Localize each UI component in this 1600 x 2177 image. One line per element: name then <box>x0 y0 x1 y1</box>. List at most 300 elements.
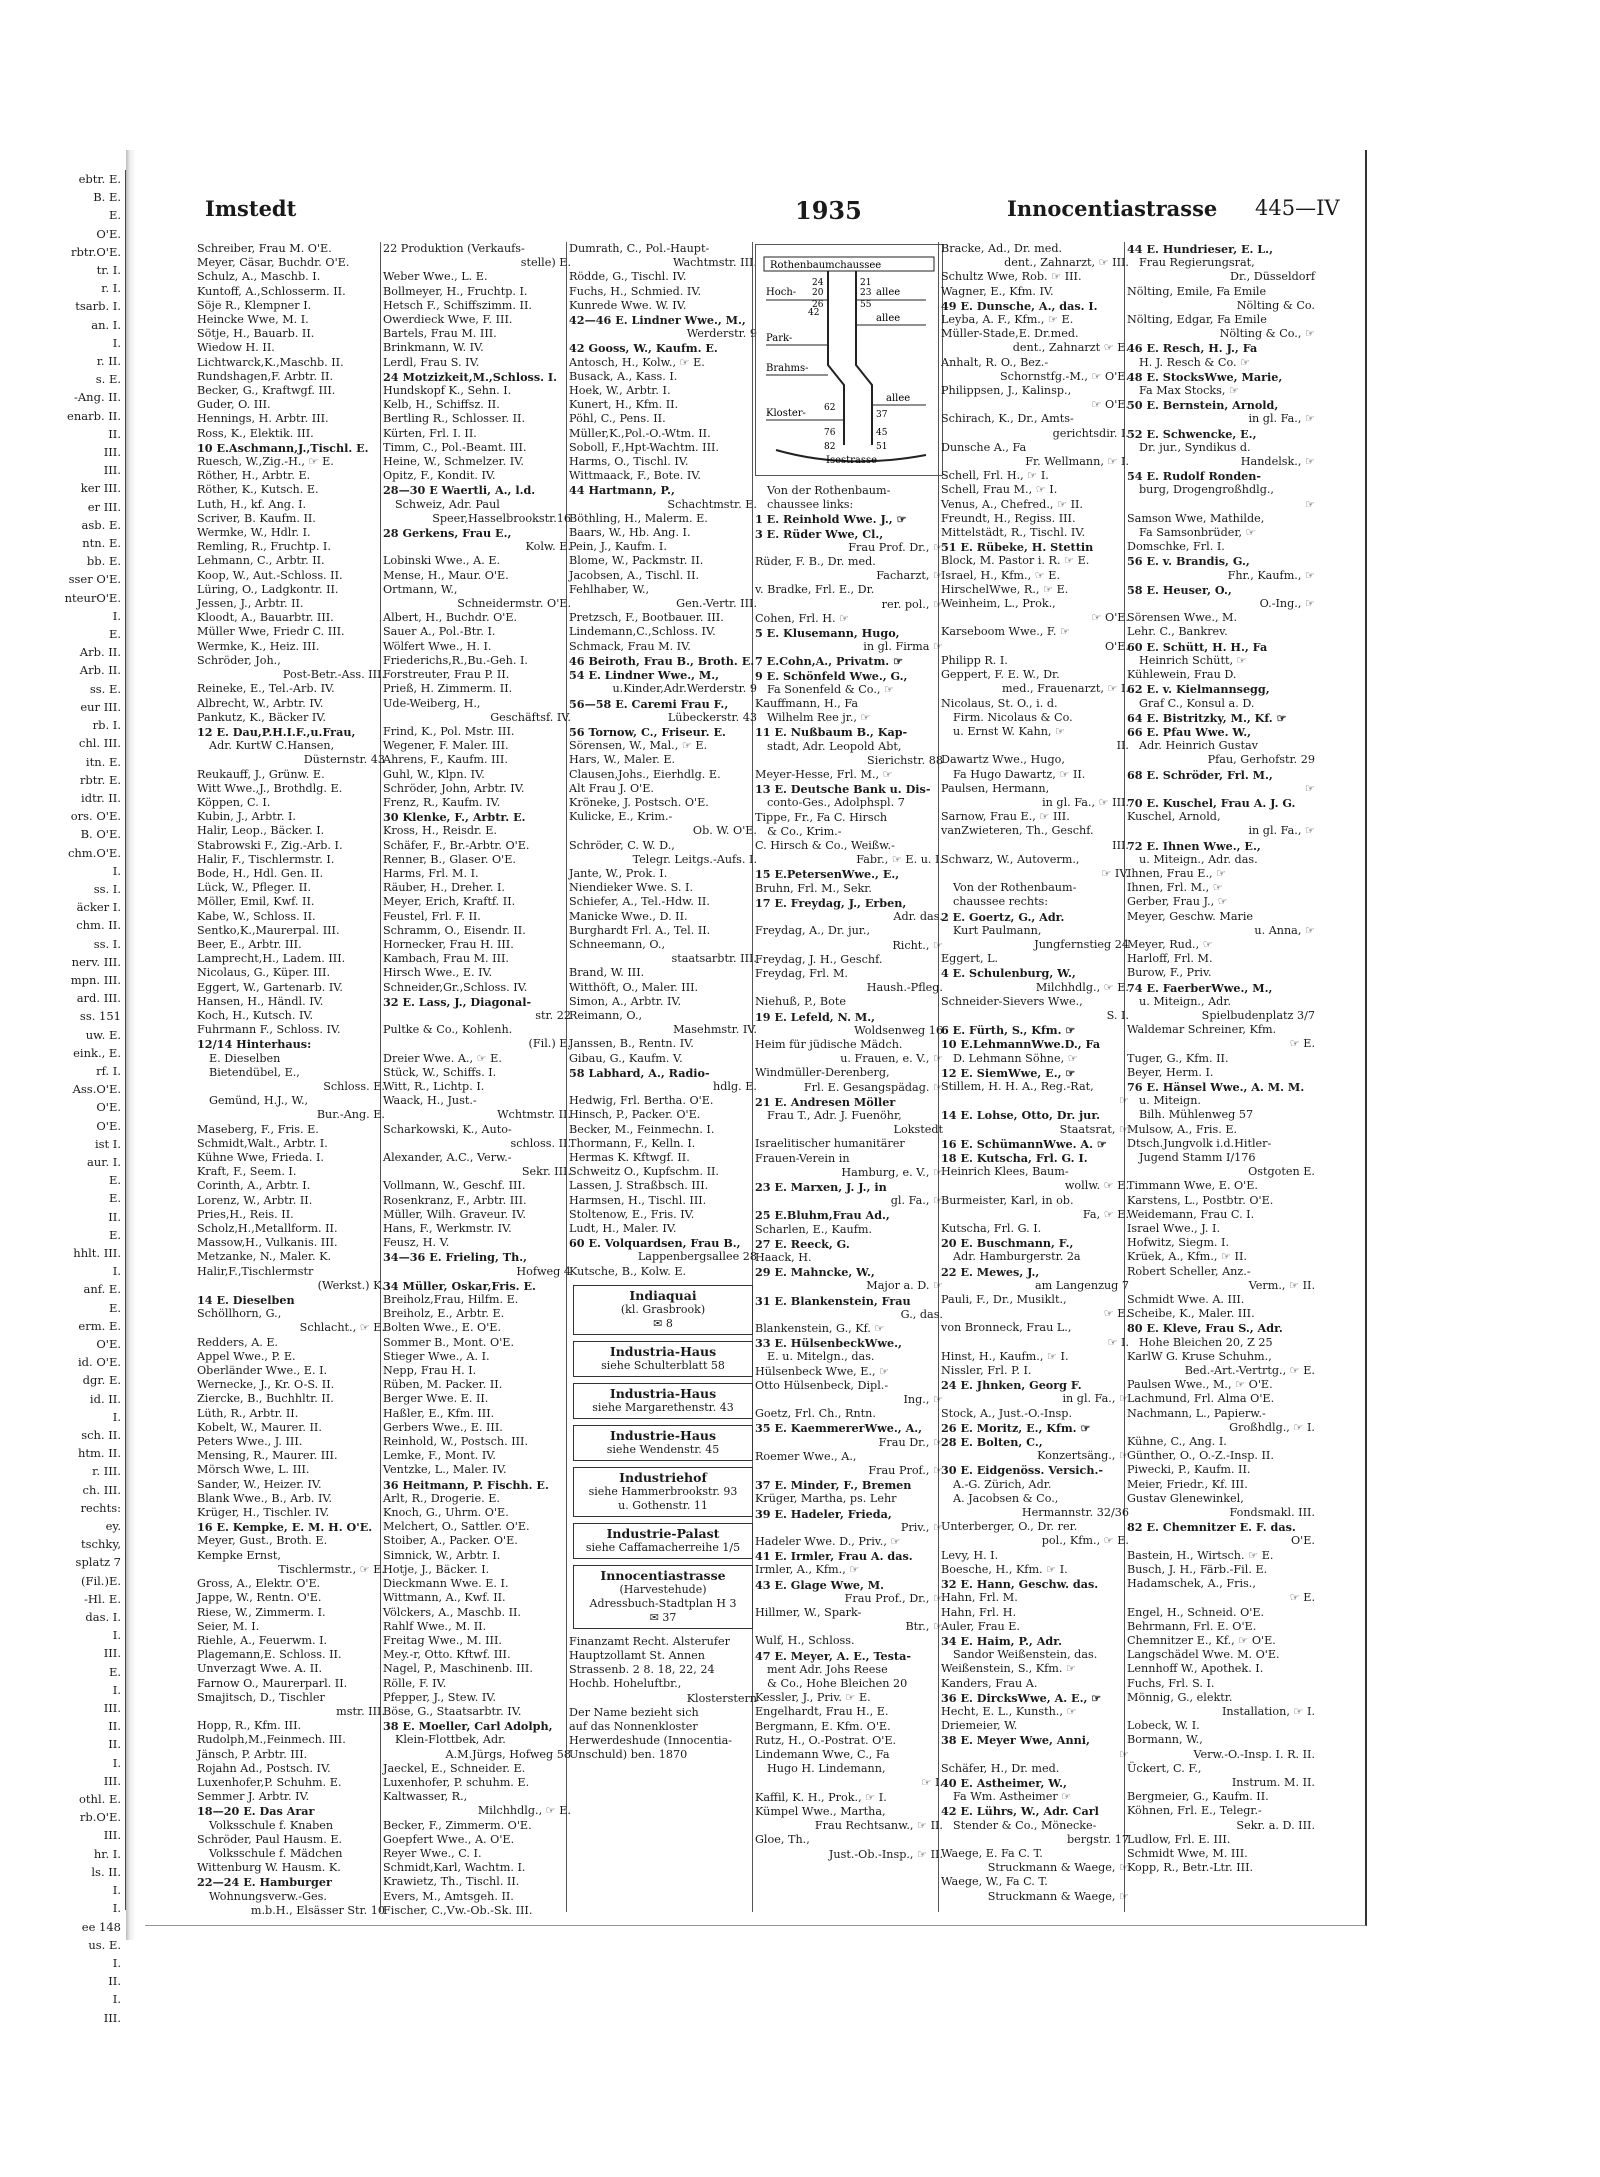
directory-entry: Domschke, Frl. I. <box>1127 540 1225 554</box>
street-heading-line: u. Gothenstr. 11 <box>618 1498 708 1512</box>
directory-entry: hdlg. E. <box>713 1079 757 1093</box>
directory-entry: Müller Wwe, Friedr C. III. <box>197 625 345 639</box>
directory-entry: Schloss. E. <box>323 1079 385 1093</box>
directory-entry: Meyer-Hesse, Frl. M., ☞ <box>755 768 893 782</box>
directory-entry: Breiholz,Frau, Hilfm. E. <box>383 1293 519 1307</box>
header-left: Imstedt <box>205 196 297 221</box>
previous-page-line: splatz 7 <box>75 1555 121 1570</box>
directory-entry: Pries,H., Reis. II. <box>197 1207 294 1221</box>
directory-entry: Volksschule f. Mädchen <box>209 1846 343 1860</box>
previous-page-line: III. <box>103 1773 121 1788</box>
directory-entry: Finanzamt Recht. Alsterufer <box>569 1634 730 1648</box>
directory-entry: Robert Scheller, Anz.- <box>1127 1264 1251 1278</box>
directory-entry: 1 E. Reinhold Wwe. J., ☞ <box>755 512 907 527</box>
directory-entry: Hadamschek, A., Fris., <box>1127 1577 1256 1591</box>
directory-entry: Major a. D. ☞ <box>866 1279 943 1293</box>
directory-entry: Sander, W., Heizer. IV. <box>197 1477 322 1491</box>
directory-entry: Kraft, F., Seem. I. <box>197 1165 297 1179</box>
directory-entry: Beer, E., Arbtr. III. <box>197 937 302 951</box>
directory-entry: Alexander, A.C., Verw.- <box>383 1151 512 1164</box>
directory-entry: Pauli, F., Dr., Musiklt., <box>941 1293 1067 1307</box>
header-street: Innocentiastrasse <box>1007 196 1218 221</box>
directory-entry: Werderstr. 9 <box>686 327 757 341</box>
street-heading-line: siehe Margarethenstr. 43 <box>592 1400 734 1414</box>
directory-entry: Knoch, G., Uhrm. O'E. <box>383 1506 509 1520</box>
directory-entry: 4 E. Schulenburg, W., <box>941 966 1076 981</box>
directory-entry: 54 E. Lindner Wwe., M., <box>569 668 720 683</box>
directory-entry: Weber Wwe., L. E. <box>383 270 488 284</box>
column-2 <box>383 242 571 1917</box>
directory-entry: bergstr. 17 <box>1067 1832 1129 1846</box>
directory-entry: Schmidt Wwe. A. III. <box>1127 1293 1245 1307</box>
directory-entry: Lennhoff W., Apothek. I. <box>1127 1662 1264 1676</box>
directory-entry: Hugo H. Lindemann, <box>767 1762 886 1776</box>
directory-entry: Ing., ☞ <box>903 1393 943 1406</box>
directory-entry: 22 Produktion (Verkaufs- <box>383 242 525 255</box>
directory-entry: Harmsen, H., Tischl. III. <box>569 1193 707 1207</box>
directory-entry: 36 Heitmann, P. Fischh. E. <box>383 1477 549 1492</box>
directory-entry: Scriver, B. Kaufm. II. <box>197 511 316 525</box>
directory-entry: 16 E. SchümannWwe. A. ☞ <box>941 1136 1107 1151</box>
directory-entry: E. u. Mitelgn., das. <box>767 1350 875 1364</box>
directory-entry: Böse, G., Staatsarbtr. IV. <box>383 1704 522 1718</box>
street-heading-box <box>573 1523 753 1559</box>
directory-entry: 13 E. Deutsche Bank u. Dis- <box>755 782 931 797</box>
book-binding <box>126 150 136 1940</box>
directory-entry: Nepp, Frau H. I. <box>383 1364 477 1378</box>
directory-entry: Dunsche A., Fa <box>941 440 1027 454</box>
directory-entry: Hundskopf K., Sehn. I. <box>383 384 512 398</box>
directory-entry: Schramm, O., Eisendr. II. <box>383 923 526 937</box>
directory-entry: Schröder, C. W. D., <box>569 838 675 852</box>
directory-entry: 58 E. Heuser, O., <box>1127 582 1232 597</box>
directory-entry: 54 E. Rudolf Ronden- <box>1127 469 1262 484</box>
previous-page-line: tr. I. <box>96 263 121 278</box>
previous-page-line: Ass.O'E. <box>72 1082 121 1097</box>
directory-entry: Israel, H., Kfm., ☞ E. <box>941 568 1060 582</box>
street-heading-box <box>573 1565 753 1629</box>
directory-entry: Ostgoten E. <box>1248 1165 1315 1179</box>
directory-entry: Langschädel Wwe. M. O'E. <box>1127 1648 1280 1662</box>
directory-entry: 18 E. Kutscha, Frl. G. I. <box>941 1151 1088 1165</box>
directory-entry: Manicke Wwe., D. II. <box>569 909 688 923</box>
directory-entry: Boesche, H., Kfm. ☞ I. <box>941 1562 1068 1576</box>
directory-entry: Schröder, Paul Hausm. E. <box>197 1832 343 1846</box>
directory-entry: Blankenstein, G., Kf. ☞ <box>755 1321 885 1335</box>
directory-entry: Bollmeyer, H., Fruchtp. I. <box>383 284 528 298</box>
directory-entry: Jugend Stamm I/176 <box>1139 1151 1256 1164</box>
previous-page-line: (Fil.)E. <box>80 1573 121 1588</box>
directory-entry: Freydag, Frl. M. <box>755 966 848 980</box>
previous-page-line: I. <box>112 1955 121 1970</box>
directory-entry: Israel Wwe., J. I. <box>1127 1222 1221 1236</box>
directory-entry: Adr. Hamburgerstr. 2a <box>953 1250 1081 1264</box>
directory-entry: Gerbers Wwe., E. III. <box>383 1420 503 1434</box>
directory-entry: 42 E. Lührs, W., Adr. Carl <box>941 1804 1099 1819</box>
directory-entry: Ihnen, Frau E., ☞ <box>1127 866 1227 880</box>
directory-entry: Stoiber, A., Packer. O'E. <box>383 1534 518 1548</box>
directory-entry: Milchhdlg., ☞ E. <box>477 1804 571 1818</box>
directory-entry: Mensing, R., Maurer. III. <box>197 1449 338 1463</box>
directory-entry: 12 E. Dau,P.H.I.F.,u.Frau, <box>197 724 356 739</box>
directory-entry: 38 E. Meyer Wwe, Anni, <box>941 1733 1090 1748</box>
directory-entry: Burmeister, Karl, in ob. <box>941 1193 1074 1207</box>
directory-entry: conto-Ges., Adolphspl. 7 <box>767 796 905 810</box>
directory-entry: Nölting, Edgar, Fa Emile <box>1127 313 1267 327</box>
directory-entry: Handelsk., ☞ <box>1240 455 1315 469</box>
directory-entry: Hamburg, e. V., ☞ <box>841 1165 943 1179</box>
directory-entry: Adr. Heinrich Gustav <box>1139 739 1258 753</box>
directory-entry: Ventzke, L., Maler. IV. <box>383 1463 507 1477</box>
directory-entry: 44 Hartmann, P., <box>569 483 675 498</box>
previous-page-line: Arb. II. <box>79 645 121 660</box>
directory-entry: Hans, F., Werkmstr. IV. <box>383 1222 512 1236</box>
directory-entry: Gibau, G., Kaufm. V. <box>569 1051 683 1065</box>
directory-entry: ☞ O'E. <box>1091 611 1129 625</box>
directory-entry: Fhr., Kaufm., ☞ <box>1227 568 1315 582</box>
directory-entry: Hecht, E. L., Kunsth., ☞ <box>941 1704 1077 1718</box>
street-heading-line: Adressbuch-Stadtplan H 3 <box>589 1596 737 1610</box>
directory-entry: Philipp R. I. <box>941 653 1008 667</box>
directory-entry: Jaeckel, E., Schneider. E. <box>383 1761 526 1775</box>
previous-page-line: hr. I. <box>93 1846 121 1861</box>
directory-entry: Oberländer Wwe., E. I. <box>197 1364 328 1378</box>
directory-entry: Schäfer, H., Dr. med. <box>941 1761 1060 1775</box>
directory-entry: Waege, W., Fa C. T. <box>941 1875 1048 1889</box>
previous-page-line: sch. II. <box>81 1428 121 1443</box>
directory-entry: Stabrowski F., Zig.-Arb. I. <box>197 838 343 852</box>
directory-entry: Freydag, J. H., Geschf. <box>755 952 883 966</box>
directory-entry: Kröneke, J. Postsch. O'E. <box>569 795 709 809</box>
directory-entry: Owerdieck Wwe, F. III. <box>383 313 513 327</box>
header-year: 1935 <box>795 196 862 225</box>
directory-entry: Burow, F., Priv. <box>1127 966 1212 980</box>
directory-entry: Nicolaus, St. O., i. d. <box>941 696 1058 710</box>
directory-entry: Unverzagt Wwe. A. II. <box>197 1662 323 1676</box>
directory-entry: 6 E. Fürth, S., Kfm. ☞ <box>941 1023 1076 1038</box>
previous-page-line: hhlt. III. <box>73 1245 121 1260</box>
directory-entry: Melchert, O., Sattler. O'E. <box>383 1520 530 1534</box>
directory-entry: Stoltenow, E., Fris. IV. <box>569 1207 695 1221</box>
directory-entry: Lappenbergsallee 28 <box>637 1250 757 1264</box>
directory-entry: Halir, Leop., Bäcker. I. <box>197 824 325 838</box>
directory-entry: Wulf, H., Schloss. <box>755 1634 855 1648</box>
previous-page-line: I. <box>112 335 121 350</box>
previous-page-line: äcker I. <box>76 900 121 915</box>
directory-entry: Sommer B., Mont. O'E. <box>383 1335 515 1349</box>
directory-entry: Paulsen Wwe., M., ☞ O'E. <box>1127 1378 1273 1392</box>
directory-entry: ☞ E. <box>1289 1591 1315 1605</box>
directory-entry: Kunrede Wwe. W. IV. <box>569 298 687 312</box>
previous-page-line: I. <box>112 608 121 623</box>
directory-entry: Fuchs, Frl. S. I. <box>1127 1676 1215 1690</box>
directory-entry: Busack, A., Kass. I. <box>569 369 678 383</box>
directory-entry: 20 E. Buschmann, F., <box>941 1236 1074 1251</box>
directory-entry: Ückert, C. F., <box>1127 1761 1202 1775</box>
street-heading-box <box>573 1285 753 1335</box>
directory-entry: Lüth, R., Arbtr. II. <box>197 1406 299 1420</box>
previous-page-line: ors. O'E. <box>70 809 121 824</box>
previous-page-line: E. <box>108 1664 121 1679</box>
directory-entry: KarlW G. Kruse Schuhm., <box>1127 1349 1272 1363</box>
directory-entry: v. Bradke, Frl. E., Dr. <box>755 583 875 597</box>
directory-entry: Pankutz, K., Bäcker IV. <box>197 710 326 724</box>
directory-entry: Ludlow, Frl. E. III. <box>1127 1832 1231 1846</box>
directory-entry: rer. pol., ☞ <box>881 597 943 611</box>
directory-entry: Masehmstr. IV. <box>673 1023 757 1037</box>
directory-entry: Albrecht, W., Arbtr. IV. <box>197 696 324 710</box>
directory-entry: III. <box>1112 838 1129 852</box>
directory-entry: (Werkst.) K. <box>317 1278 385 1292</box>
directory-entry: Von der Rothenbaum- <box>953 881 1077 895</box>
directory-entry: Wachtmstr. III. <box>672 256 757 270</box>
directory-entry: 14 E. Dieselben <box>197 1293 295 1308</box>
directory-entry: Lichtwarck,K.,Maschb. II. <box>197 355 344 369</box>
directory-entry: Cohen, Frl. H. ☞ <box>755 611 850 625</box>
directory-entry: Waldemar Schreiner, Kfm. <box>1127 1023 1277 1037</box>
directory-entry: 30 Klenke, F., Arbtr. E. <box>383 810 526 825</box>
column-4 <box>755 242 943 1912</box>
directory-entry: 3 E. Rüder Wwe, Cl., <box>755 526 884 541</box>
directory-entry: Wittmaack, F., Bote. IV. <box>569 469 701 483</box>
directory-entry: Riehle, A., Feuerwm. I. <box>197 1633 328 1647</box>
directory-entry: Böthling, H., Malerm. E. <box>569 511 708 525</box>
directory-entry: Staatsrat, ☞ <box>1059 1122 1129 1136</box>
directory-entry: Lück, W., Pfleger. II. <box>197 881 312 895</box>
directory-entry: Installation, ☞ I. <box>1221 1704 1315 1718</box>
directory-entry: ☞ <box>1304 781 1315 795</box>
directory-entry: A. Jacobsen & Co., <box>953 1491 1059 1505</box>
directory-entry: Harms, O., Tischl. IV. <box>569 455 689 469</box>
directory-entry: A.M.Jürgs, Hofweg 58 <box>445 1747 571 1761</box>
directory-entry: Witthöft, O., Maler. III. <box>569 980 699 994</box>
directory-entry: Busch, J. H., Färb.-Fil. E. <box>1127 1562 1268 1576</box>
directory-entry: ☞ E. <box>1289 1037 1315 1051</box>
directory-entry: Krüger, Martha, ps. Lehr <box>755 1492 897 1506</box>
map-label: Hoch- <box>766 287 797 298</box>
directory-entry: Fa Max Stocks, ☞ <box>1139 384 1240 398</box>
directory-entry: Speer,Hasselbrookstr.16 <box>432 511 571 525</box>
directory-entry: C. Hirsch & Co., Weißw.- <box>755 839 895 853</box>
map-number: 42 <box>808 308 820 318</box>
directory-entry: Hillmer, W., Spark- <box>755 1606 862 1620</box>
directory-entry: G., das. <box>900 1307 943 1321</box>
directory-entry: Fa Hugo Dawartz, ☞ II. <box>953 767 1086 781</box>
directory-entry: Feustel, Frl. F. II. <box>383 909 481 923</box>
directory-entry: Söje R., Klempner I. <box>197 298 312 312</box>
directory-entry: Seier, M. I. <box>197 1619 260 1633</box>
directory-entry: Meyer, Rud., ☞ <box>1127 937 1213 951</box>
directory-entry: Schwarz, W., Autoverm., <box>941 852 1080 866</box>
directory-entry: 14 E. Lohse, Otto, Dr. jur. <box>941 1108 1101 1123</box>
column-3-entries <box>569 242 757 1279</box>
directory-entry: Frind, K., Pol. Mstr. III. <box>383 724 515 738</box>
directory-entry: Ruesch, W.,Zig.-H., ☞ E. <box>197 455 334 469</box>
directory-entry: in gl. Firma ☞ <box>863 640 943 654</box>
directory-entry: Gloe, Th., <box>755 1833 810 1847</box>
previous-page-line: id. O'E. <box>78 1355 121 1370</box>
directory-entry: Kurt Paulmann, <box>953 923 1042 937</box>
directory-entry: & Co., Hohe Bleichen 20 <box>767 1677 908 1691</box>
directory-entry: O.-Ing., ☞ <box>1259 597 1315 611</box>
directory-entry: Rüben, M. Packer. II. <box>383 1378 503 1392</box>
directory-entry: 76 E. Hänsel Wwe., A. M. M. <box>1127 1079 1305 1094</box>
map-label: Kloster- <box>766 408 806 419</box>
directory-entry: Schöllhorn, G., <box>197 1307 282 1321</box>
directory-entry: Fa Samsonbrüder, ☞ <box>1139 526 1256 540</box>
directory-entry: Smajitsch, D., Tischler <box>197 1690 325 1704</box>
directory-entry: Nagel, P., Maschinenb. III. <box>383 1662 533 1676</box>
directory-entry: Hadeler Wwe. D., Priv., ☞ <box>755 1535 901 1549</box>
directory-entry: Karseboom Wwe., F. ☞ <box>941 625 1071 639</box>
directory-entry: Köppen, C. I. <box>197 795 271 809</box>
directory-entry: Haßler, E., Kfm. III. <box>383 1406 495 1420</box>
directory-entry: Harms, Frl. M. I. <box>383 866 479 880</box>
directory-entry: Der Name bezieht sich <box>569 1705 699 1719</box>
directory-entry: in gl. Fa., ☞ <box>1248 824 1315 838</box>
directory-entry: Wernecke, J., Kr. O-S. II. <box>197 1378 335 1392</box>
previous-page-line: uw. E. <box>85 1027 121 1042</box>
directory-entry: Wiedow H. II. <box>197 341 275 355</box>
directory-entry: Sauer A., Pol.-Btr. I. <box>383 625 496 639</box>
directory-entry: Kaltwasser, R., <box>383 1790 468 1804</box>
directory-entry: 7 E.Cohn,A., Privatm. ☞ <box>755 654 904 669</box>
directory-entry: Farnow O., Maurerparl. II. <box>197 1676 348 1690</box>
directory-entry: Meyer, Cäsar, Buchdr. O'E. <box>197 256 350 270</box>
directory-entry: 17 E. Freydag, J., Erben, <box>755 895 907 910</box>
directory-entry: D. Lehmann Söhne, ☞ <box>953 1051 1078 1065</box>
directory-entry: u. Miteign. <box>1139 1094 1201 1108</box>
directory-entry: u. Miteign., Adr. das. <box>1139 852 1258 866</box>
directory-entry: Pfau, Gerhofstr. 29 <box>1207 753 1315 767</box>
directory-entry: ☞ <box>1118 1094 1129 1108</box>
directory-entry: Engelhardt, Frau H., E. <box>755 1705 889 1719</box>
directory-entry: Hedwig, Frl. Bertha. O'E. <box>569 1094 714 1108</box>
directory-entry: Freundt, H., Regiss. III. <box>941 511 1076 525</box>
directory-entry: Koch, H., Kutsch. IV. <box>197 1008 314 1022</box>
directory-entry: pol., Kfm., ☞ E. <box>1041 1534 1129 1548</box>
previous-page-line: I. <box>112 1755 121 1770</box>
directory-entry: Jessen, J., Arbtr. II. <box>197 597 304 611</box>
directory-entry: II. <box>1116 739 1129 753</box>
previous-page-line: chm.O'E. <box>67 845 121 860</box>
directory-entry: Wölfert Wwe., H. I. <box>383 639 492 653</box>
directory-entry: Weißenstein, S., Kfm. ☞ <box>941 1662 1077 1676</box>
directory-entry: 11 E. Nußbaum B., Kap- <box>755 725 908 740</box>
directory-entry: auf das Nonnenkloster <box>569 1720 698 1734</box>
directory-entry: Auler, Frau E. <box>941 1619 1020 1633</box>
directory-entry: Kloodt, A., Bauarbtr. III. <box>197 611 334 625</box>
directory-entry: Hoek, W., Arbtr. I. <box>569 384 671 398</box>
map-number: 45 <box>876 428 888 438</box>
directory-entry: Lehmann, C., Arbtr. II. <box>197 554 325 568</box>
directory-entry: Hotje, J., Bäcker. I. <box>383 1562 490 1576</box>
directory-entry: Sierichstr. 88 <box>867 753 943 767</box>
previous-page-line: tsarb. I. <box>75 299 121 314</box>
directory-entry: Ross, K., Elektik. III. <box>197 426 314 440</box>
directory-entry: 48 E. StocksWwe, Marie, <box>1127 369 1283 384</box>
previous-page-line: nerv. III. <box>71 954 121 969</box>
directory-entry: 10 E.LehmannWwe.D., Fa <box>941 1037 1101 1052</box>
directory-entry: Kürten, Frl. I. II. <box>383 426 477 440</box>
directory-entry: Luxenhofer,P. Schuhm. E. <box>197 1775 342 1789</box>
map-road <box>828 271 844 445</box>
directory-entry: Dieckmann Wwe. E. I. <box>383 1577 509 1591</box>
previous-page-line: I. <box>112 1901 121 1916</box>
directory-entry: dent., Zahnarzt, ☞ III. <box>1004 256 1129 270</box>
directory-entry: Wagner, E., Kfm. IV. <box>941 284 1054 298</box>
directory-entry: Soboll, F.,Hpt-Wachtm. III. <box>569 440 719 454</box>
directory-entry: Engel, H., Schneid. O'E. <box>1127 1605 1265 1619</box>
directory-entry: Hülsenbeck Wwe, E., ☞ <box>755 1364 890 1378</box>
column-3 <box>569 242 757 1912</box>
street-heading-line: (kl. Grasbrook) <box>620 1302 706 1316</box>
map-label: Brahms- <box>766 363 809 374</box>
street-heading-title: Industria-Haus <box>609 1385 717 1401</box>
directory-entry: Dawartz Wwe., Hugo, <box>941 753 1065 767</box>
directory-entry: Wchtmstr. II. <box>497 1108 571 1122</box>
previous-page-line: s. E. <box>95 372 121 387</box>
directory-entry: Bracke, Ad., Dr. med. <box>941 242 1063 255</box>
previous-page-line: E. <box>108 1227 121 1242</box>
directory-entry: Semmer J. Arbtr. IV. <box>197 1790 310 1804</box>
directory-entry: Niendieker Wwe. S. I. <box>569 881 694 895</box>
directory-entry: Schornstfg.-M., ☞ O'E. <box>1000 369 1129 383</box>
directory-entry: Venus, A., Chefred., ☞ II. <box>941 497 1083 511</box>
previous-page-line: I. <box>112 1409 121 1424</box>
directory-entry: Sörensen, W., Mal., ☞ E. <box>569 739 708 753</box>
directory-entry: Hopp, R., Kfm. III. <box>197 1719 302 1733</box>
directory-entry: Stieger Wwe., A. I. <box>383 1349 490 1363</box>
directory-entry: Lemke, F., Mont. IV. <box>383 1449 496 1463</box>
directory-entry: Schmidt Wwe, M. III. <box>1127 1846 1248 1860</box>
street-heading-line: ✉ 37 <box>649 1610 677 1624</box>
directory-entry: u. Miteign., Adr. <box>1139 994 1231 1008</box>
directory-entry: 66 E. Pfau Wwe. W., <box>1127 724 1251 739</box>
directory-entry: Krawietz, Th., Tischl. II. <box>383 1875 520 1889</box>
directory-entry: Gemünd, H.J., W., <box>209 1094 309 1108</box>
previous-page-line: rb.O'E. <box>79 1810 121 1825</box>
directory-entry: Weidemann, Frau C. I. <box>1127 1207 1255 1221</box>
directory-entry: Harloff, Frl. M. <box>1127 952 1213 966</box>
directory-entry: 80 E. Kleve, Frau S., Adr. <box>1127 1321 1283 1336</box>
directory-entry: Kanders, Frau A. <box>941 1676 1038 1690</box>
directory-entry: am Langenzug 7 <box>1034 1278 1129 1292</box>
directory-entry: Albert, H., Buchdr. O'E. <box>383 611 518 625</box>
directory-entry: Jacobsen, A., Tischl. II. <box>569 568 700 582</box>
directory-entry: Hahn, Frl. H. <box>941 1605 1017 1619</box>
directory-entry: Tischlermstr., ☞ E. <box>278 1562 385 1576</box>
directory-entry: Schmidt,Karl, Wachtm. I. <box>383 1861 526 1875</box>
directory-entry: Milchhdlg., ☞ E. <box>1035 980 1129 994</box>
directory-entry: Sörensen Wwe., M. <box>1127 611 1238 625</box>
directory-entry: Windmüller-Derenberg, <box>755 1066 890 1080</box>
directory-entry: Kross, H., Reisdr. E. <box>383 824 497 838</box>
street-heading-title: Industria-Haus <box>609 1343 717 1359</box>
directory-entry: Koop, W., Aut.-Schloss. II. <box>197 568 343 582</box>
column-5 <box>941 242 1129 1912</box>
previous-page-line: ist I. <box>94 1136 121 1151</box>
directory-entry: Ludt, H., Maler. IV. <box>569 1222 677 1236</box>
directory-entry: O'E. <box>1105 639 1129 653</box>
previous-page-line: II. <box>108 426 121 441</box>
directory-entry: Goetz, Frl. Ch., Rntn. <box>755 1407 876 1421</box>
directory-entry: Mey.-r, Otto. Kftwf. III. <box>383 1648 511 1662</box>
directory-entry: 30 E. Eidgenöss. Versich.- <box>941 1463 1103 1478</box>
street-heading-title: Indiaquai <box>629 1287 697 1303</box>
directory-entry: Gerber, Frau J., ☞ <box>1127 895 1228 909</box>
directory-entry: Blome, W., Packmstr. II. <box>569 554 704 568</box>
